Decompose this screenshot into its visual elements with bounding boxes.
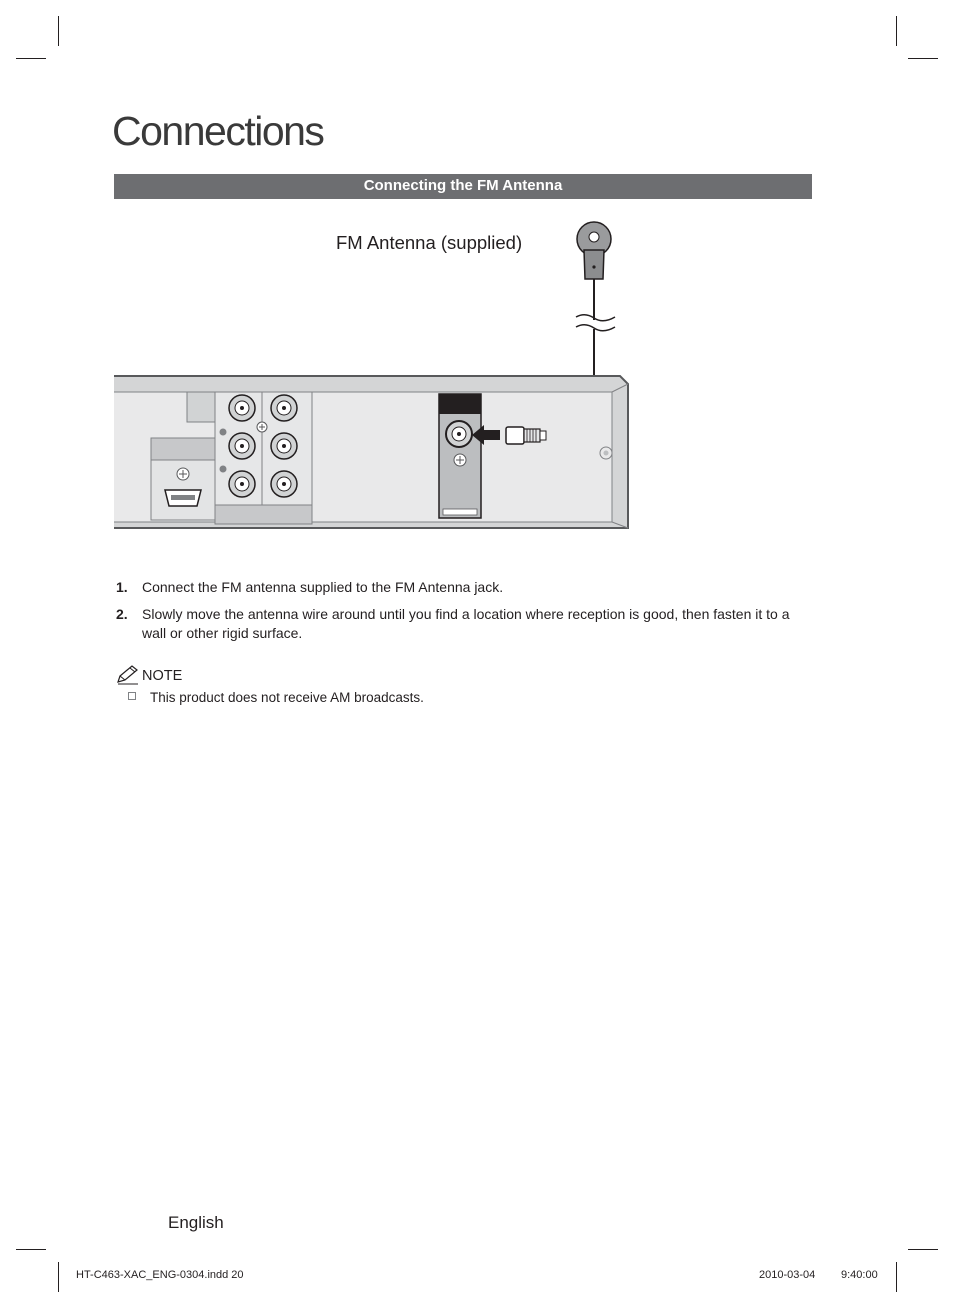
list-item (128, 690, 424, 705)
section-header: Connecting the FM Antenna (114, 174, 812, 199)
fm-antenna-connector-icon (577, 222, 611, 279)
crop-mark (58, 16, 59, 46)
print-slug-filename: HT-C463-XAC_ENG-0304.indd 20 (76, 1269, 244, 1281)
note-label: NOTE (142, 668, 183, 684)
crop-mark (908, 58, 938, 59)
list-item (116, 578, 816, 597)
crop-mark (908, 1249, 938, 1250)
crop-mark (896, 16, 897, 46)
rear-panel (114, 376, 628, 528)
crop-mark (16, 1249, 46, 1250)
page-language: English (168, 1213, 224, 1232)
antenna-label: FM Antenna (supplied) (336, 232, 523, 253)
pencil-icon (116, 664, 140, 686)
step-number: 1. (116, 579, 128, 595)
note-text: This product does not receive AM broadcasts. (150, 690, 424, 705)
page-title: Connections (112, 108, 324, 154)
step-text: Connect the FM antenna supplied to the FM Antenna jack. (142, 579, 504, 595)
crop-mark (896, 1262, 897, 1292)
crop-mark (58, 1262, 59, 1292)
fm-antenna-diagram (100, 210, 640, 540)
step-text: Slowly move the antenna wire around until you find a location where reception is good, then fasten it to a wall or other rigid surface. (142, 606, 790, 641)
step-number: 2. (116, 606, 128, 622)
crop-mark (16, 58, 46, 59)
bullet-square-icon (128, 692, 136, 700)
fm-plug-icon (506, 427, 546, 444)
print-slug-time: 9:40:00 (841, 1269, 878, 1281)
list-item (116, 605, 816, 643)
print-slug-date: 2010-03-04 (759, 1269, 816, 1281)
instruction-list (116, 578, 816, 651)
